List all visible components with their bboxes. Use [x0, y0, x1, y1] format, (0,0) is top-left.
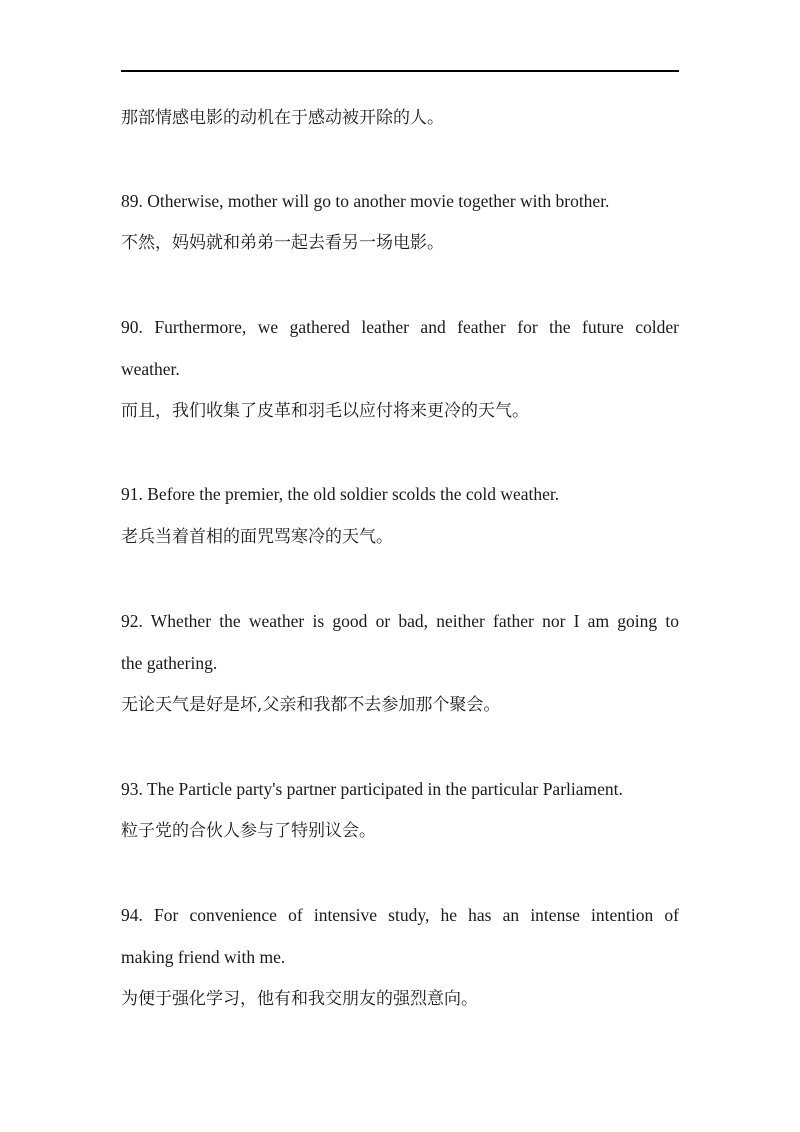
sentence-89: 89. Otherwise, mother will go to another movie together with brother.	[121, 191, 610, 211]
translation-89: 不然，妈妈就和弟弟一起去看另一场电影。	[121, 233, 444, 253]
sentence-90-line-1: 90. Furthermore, we gathered leather and feather for the future colder	[121, 317, 679, 337]
sentence-92-line-1: 92. Whether the weather is good or bad, neither father nor I am going to	[121, 611, 679, 631]
translation-91: 老兵当着首相的面咒骂寒冷的天气。	[121, 527, 393, 547]
translation-93: 粒子党的合伙人参与了特别议会。	[121, 821, 376, 841]
translation-92: 无论天气是好是坏,父亲和我都不去参加那个聚会。	[121, 695, 501, 715]
sentence-92-line-2: the gathering.	[121, 653, 218, 673]
translation-90: 而且，我们收集了皮革和羽毛以应付将来更冷的天气。	[121, 401, 529, 421]
sentence-91: 91. Before the premier, the old soldier scolds the cold weather.	[121, 484, 560, 504]
translation-line: 那部情感电影的动机在于感动被开除的人。	[121, 108, 444, 128]
sentence-94-line-1: 94. For convenience of intensive study, he has an intense intention of	[121, 905, 679, 925]
sentence-94-line-2: making friend with me.	[121, 947, 286, 967]
sentence-93: 93. The Particle party's partner participated in the particular Parliament.	[121, 779, 623, 799]
translation-94: 为便于强化学习，他有和我交朋友的强烈意向。	[121, 989, 478, 1009]
header-rule	[121, 70, 679, 72]
sentence-90-line-2: weather.	[121, 359, 180, 379]
